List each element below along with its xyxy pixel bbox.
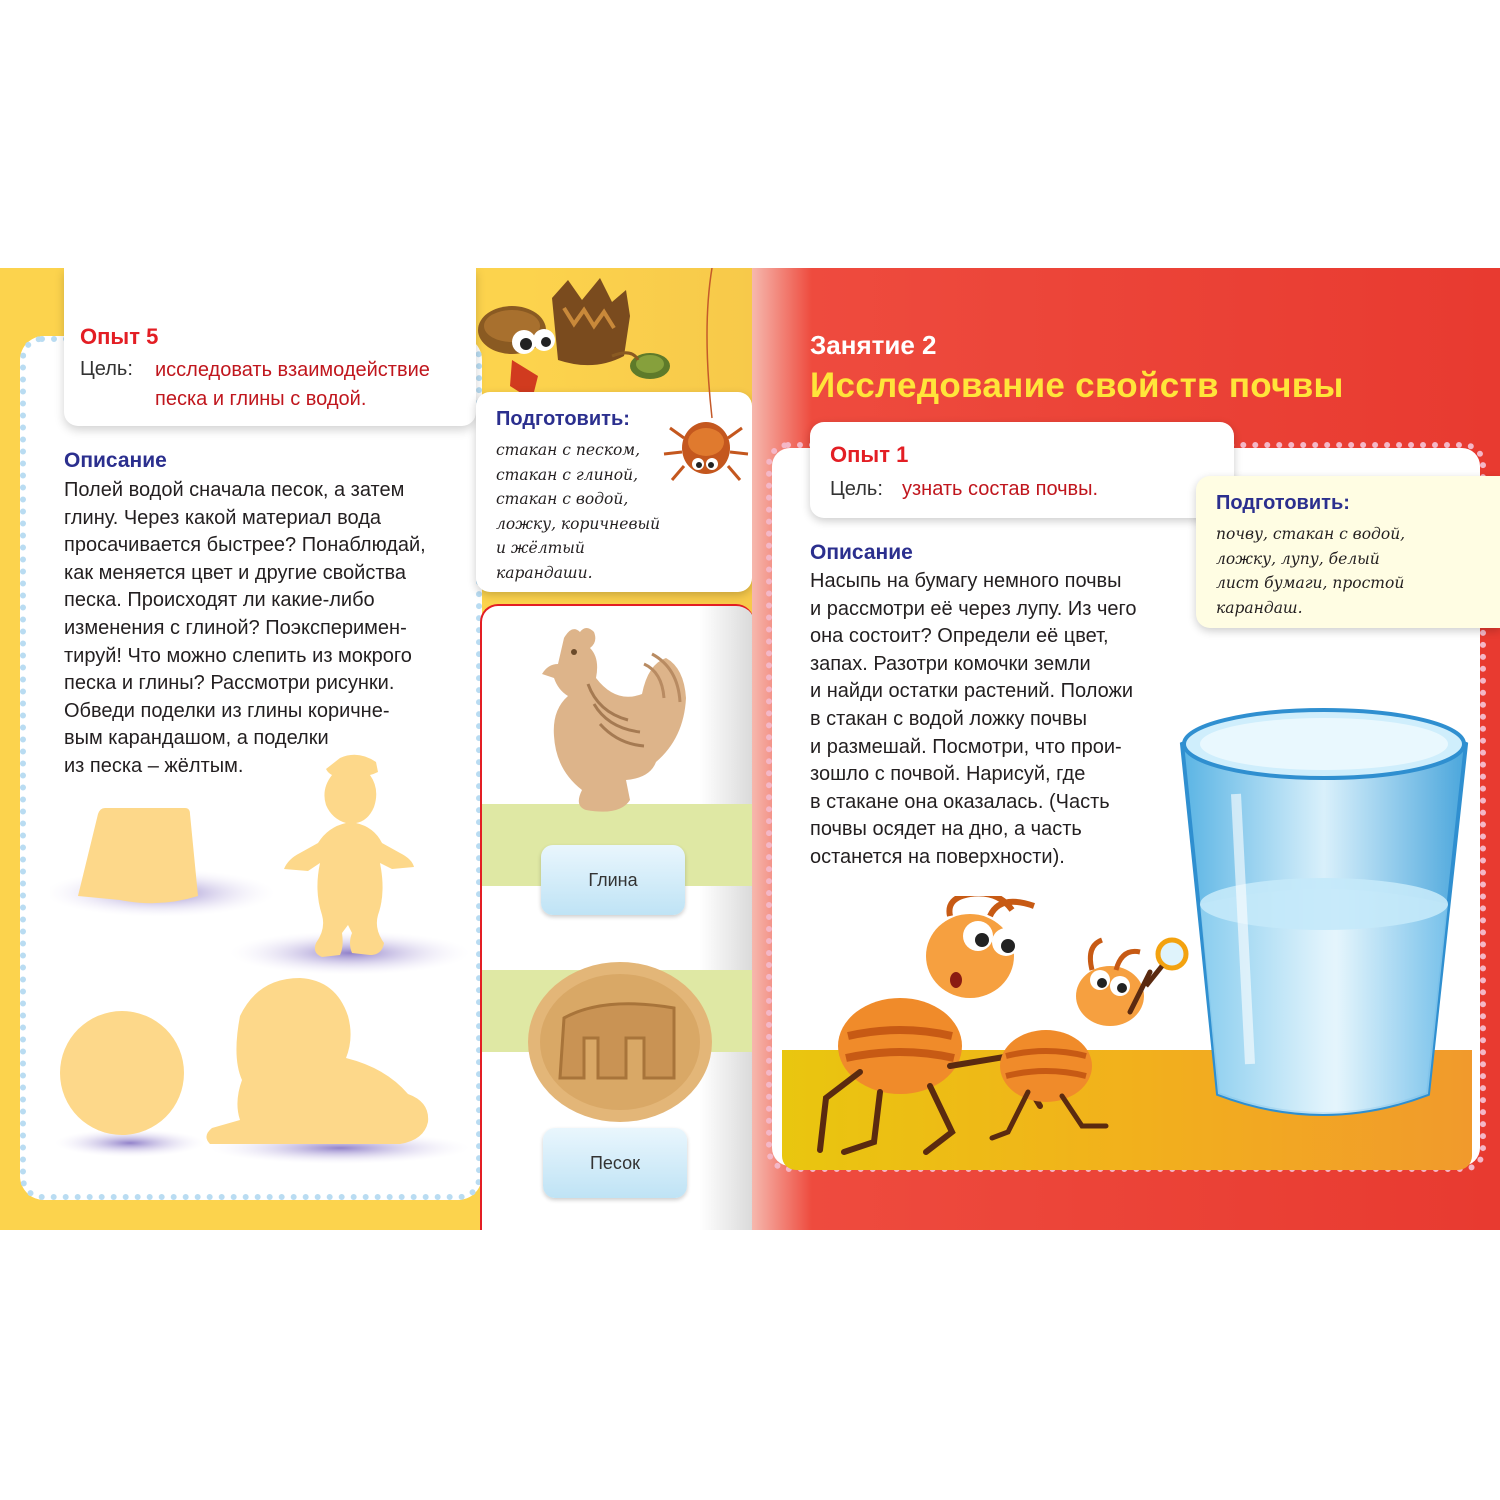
right-prepare-heading: Подготовить: [1216, 492, 1350, 514]
left-prepare-list: стакан с песком, стакан с глиной, стакан с водой, ложку, коричневый и жёлтый карандаши. [496, 441, 661, 582]
ants-illustration [800, 896, 1200, 1176]
clay-tag-button[interactable]: Глина [541, 845, 685, 915]
sand-sphinx-shape [206, 978, 428, 1144]
right-experiment-title: Опыт 1 [830, 442, 909, 467]
right-prepare-list: почву, стакан с водой, ложку, лупу, белый лист бумаги, простой карандаш. [1216, 525, 1406, 617]
right-goal-text: узнать состав почвы. [902, 478, 1099, 500]
sand-letter-photo [524, 958, 714, 1126]
sand-tag-button[interactable]: Песок [543, 1128, 687, 1198]
left-goal-line-1: исследовать взаимодействие [155, 359, 430, 381]
sand-ball-shape [60, 1011, 184, 1135]
sand-bucket-shape [78, 808, 198, 903]
lesson-title: Исследование свойств почвы [810, 366, 1344, 405]
book-spread [0, 268, 1500, 1230]
right-goal-label: Цель: [830, 478, 883, 500]
left-goal-line-2: песка и глины с водой. [155, 388, 367, 410]
glass-of-water-illustration [1176, 704, 1470, 1128]
left-description-text: Полей водой сначала песок, а затем глину. Через какой материал вода просачивается быстрее? Понаблюдай, как меняется цвет и другие свойства песка. Происходят ли какие-либо изменения с глиной? Поэксперимен- тируй! Что можно слепить из мокрого песка и глины? Рассмотри рисунки. Обведи поделки из глины коричне- вым карандашом, а поделки из песка – жёлтым. [64, 479, 426, 777]
left-goal-label: Цель: [80, 358, 133, 380]
clay-rooster-photo [524, 624, 694, 834]
left-description-heading: Описание [64, 449, 167, 472]
sand-boy-figure [284, 755, 414, 957]
right-description-heading: Описание [810, 541, 913, 564]
right-description-text: Насыпь на бумагу немного почвы и рассмотри её через лупу. Из чего она состоит? Определи её цвет, запах. Разотри комочки земли и найди остатки растений. Положи в стакан с водой ложку почвы и размешай. Посмотри, что прои- зошло с почвой. Нарисуй, где в стакане она оказалась. (Часть почвы осядет на дно, а часть останется на поверхности). [810, 570, 1137, 868]
lesson-number: Занятие 2 [810, 330, 937, 360]
spider-illustration [660, 268, 752, 508]
sand-shapes-illustration [50, 748, 480, 1188]
figure-shadow [230, 931, 470, 975]
left-prepare-heading: Подготовить: [496, 408, 630, 430]
left-experiment-title: Опыт 5 [80, 324, 159, 349]
